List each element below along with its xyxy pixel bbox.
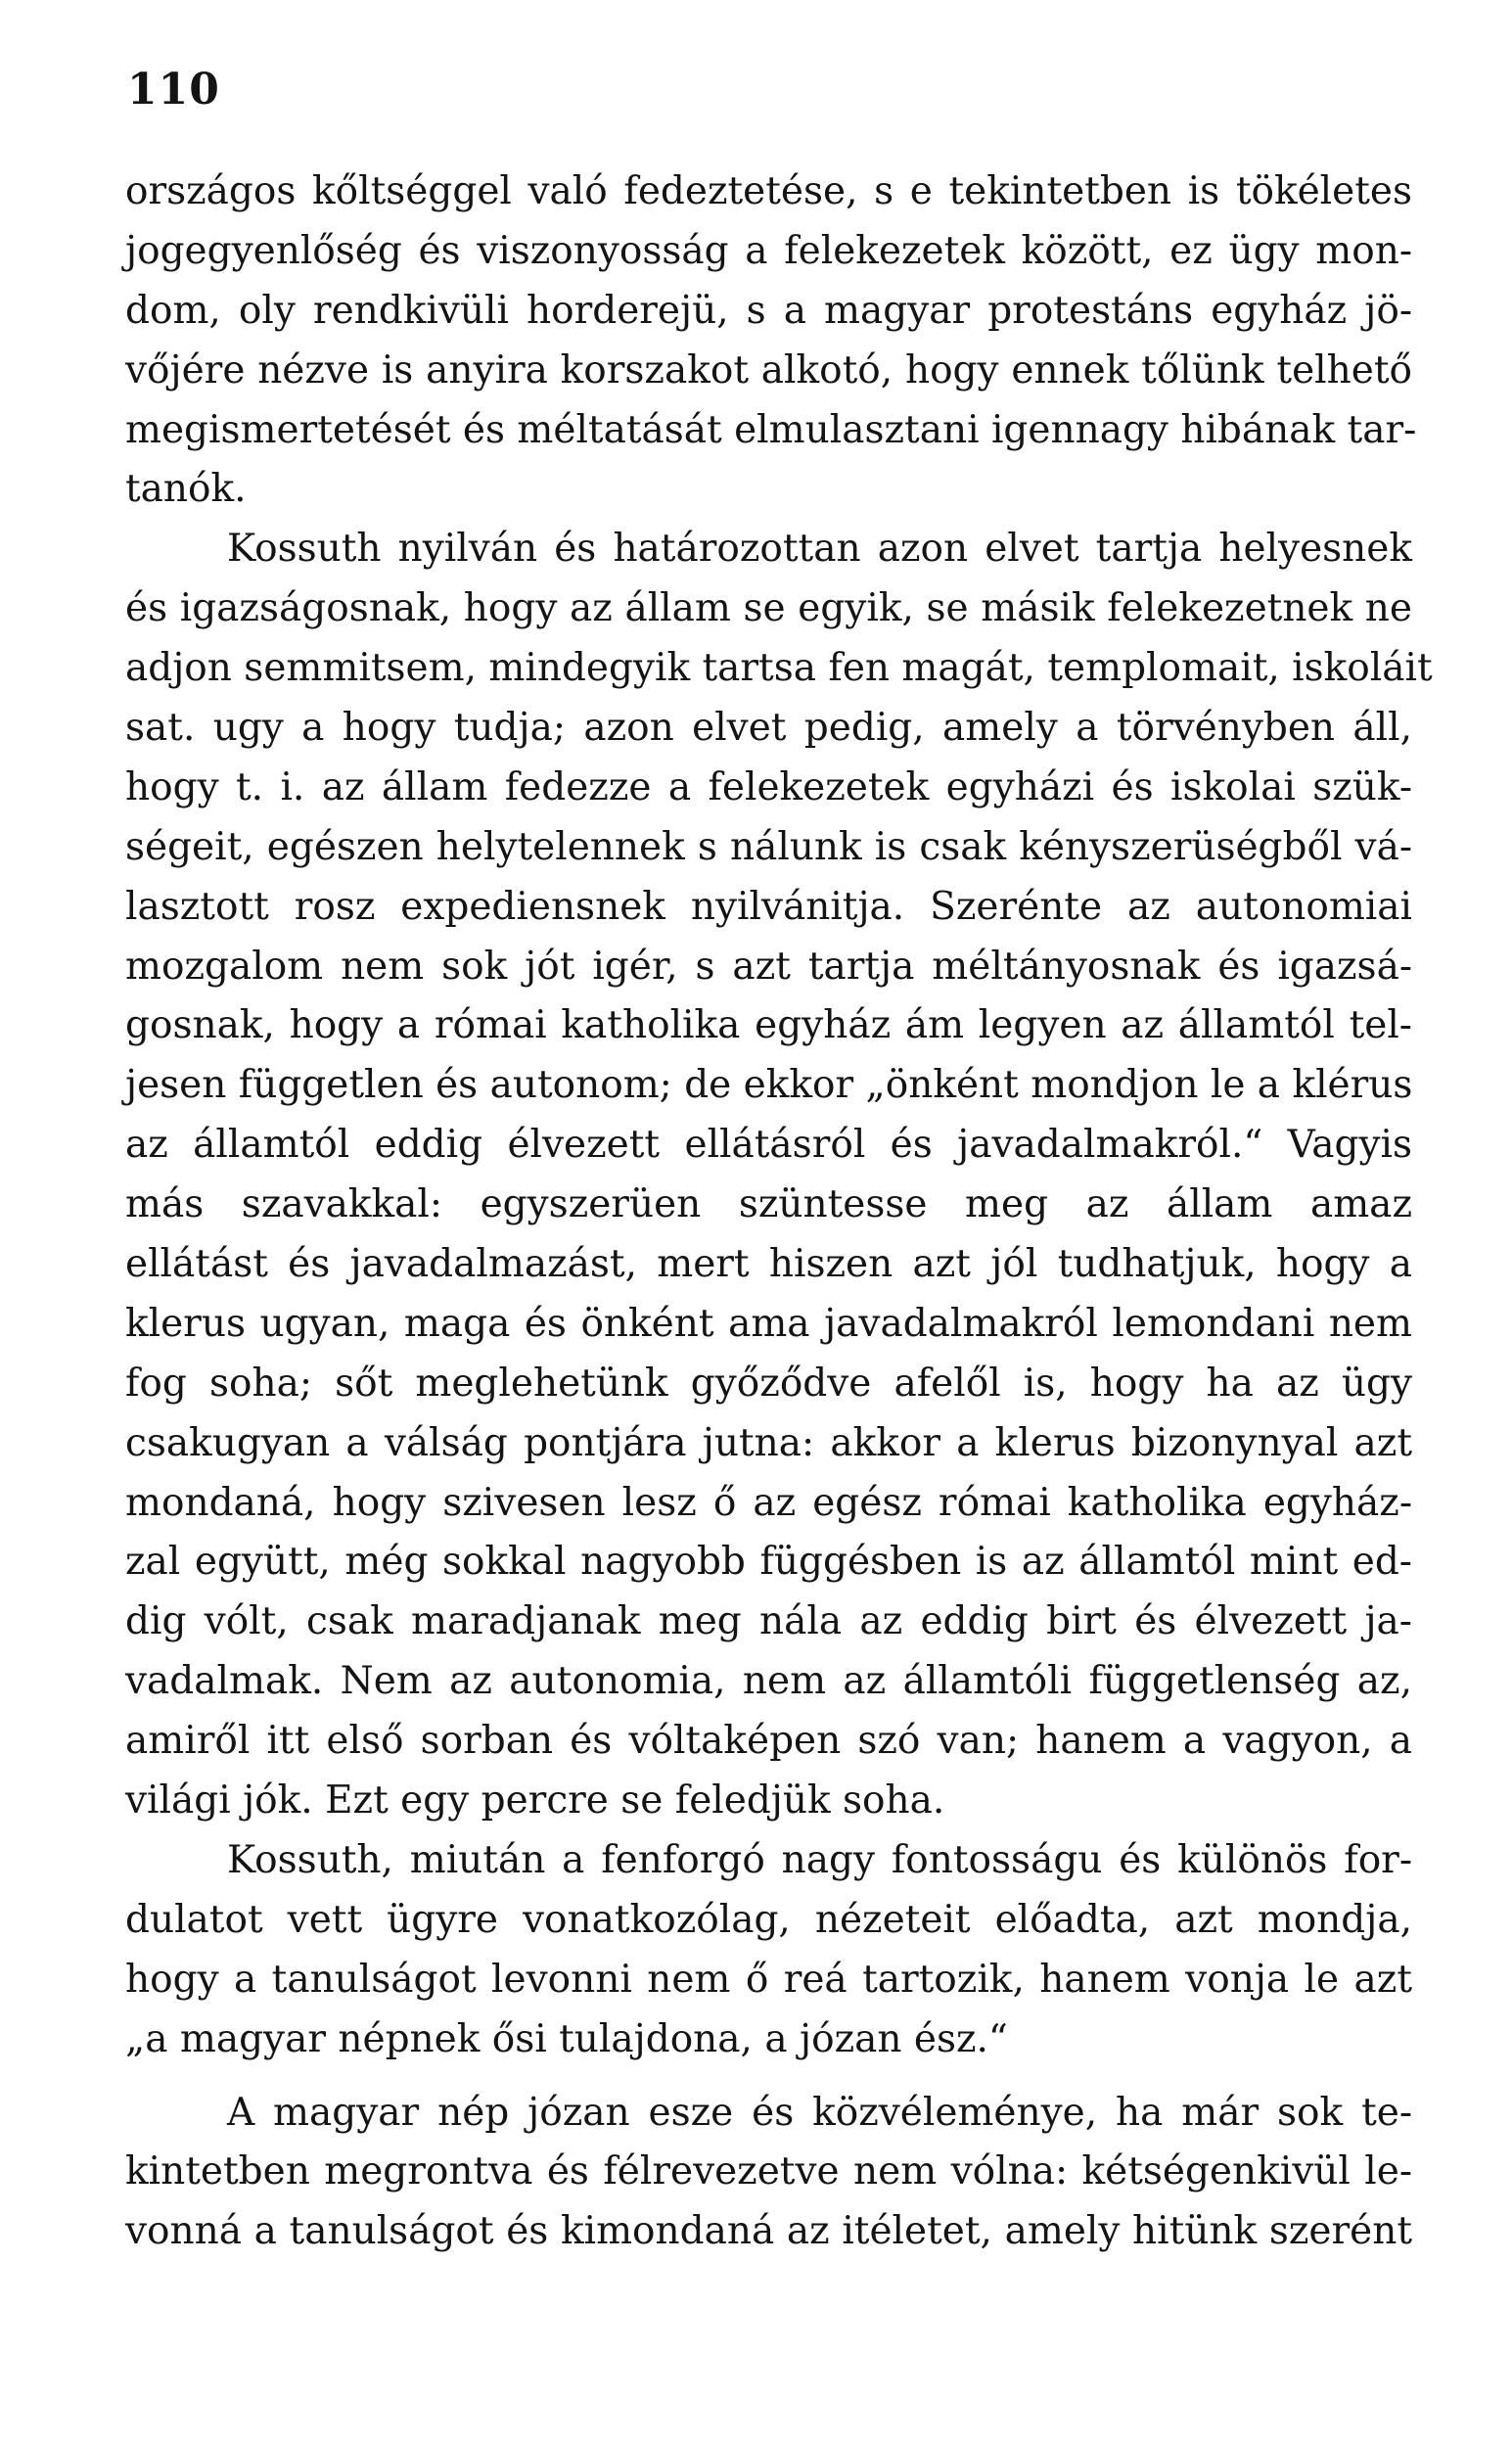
- text-line: csakugyan a válság pontjára jutna: akkor a klerus bizonynyal azt: [125, 1420, 1412, 1465]
- text-line: vőjére nézve is anyira korszakot alkotó, hogy ennek tőlünk telhető: [125, 347, 1412, 392]
- body-text: [125, 162, 1433, 2262]
- paragraph-start-line: Kossuth nyilván és határozottan azon elvet tartja helyesnek: [227, 527, 1412, 572]
- text-line: ellátást és javadalmazást, mert hiszen azt jól tudhatjuk, hogy a: [125, 1242, 1412, 1287]
- text-line: más szavakkal: egyszerüen szüntesse meg az állam amaz: [125, 1182, 1412, 1227]
- text-line: adjon semmitsem, mindegyik tartsa fen magát, templomait, iskoláit: [125, 646, 1433, 691]
- text-line: országos kőltséggel való fedeztetése, s e tekintetben is tökéletes: [125, 169, 1412, 213]
- text-line: „a magyar népnek ősi tulajdona, a józan ész.“: [125, 2016, 1008, 2061]
- text-line: ségeit, egészen helytelennek s nálunk is csak kényszerüségből vá-: [125, 824, 1412, 869]
- paragraph-start-line: A magyar nép józan esze és közvéleménye, ha már sok te-: [227, 2090, 1412, 2135]
- text-line: dom, oly rendkivüli horderejü, s a magyar protestáns egyház jö-: [125, 288, 1412, 333]
- text-line: lasztott rosz expediensnek nyilvánitja. Szerénte az autonomiai: [125, 884, 1412, 929]
- text-line: jogegyenlőség és viszonyosság a felekezetek között, ez ügy mon-: [125, 228, 1412, 273]
- text-line: amiről itt első sorban és vóltaképen szó van; hanem a vagyon, a: [125, 1719, 1412, 1764]
- text-line: sat. ugy a hogy tudja; azon elvet pedig, amely a törvényben áll,: [125, 706, 1412, 751]
- text-line: az államtól eddig élvezett ellátásról és javadalmakról.“ Vagyis: [125, 1123, 1412, 1168]
- text-line: hogy t. i. az állam fedezze a felekezetek egyházi és iskolai szük-: [125, 764, 1412, 809]
- text-line: zal együtt, még sokkal nagyobb függésben is az államtól mint ed-: [125, 1540, 1412, 1585]
- text-line: jesen független és autonom; de ekkor „önként mondjon le a klérus: [125, 1063, 1413, 1108]
- text-line: klerus ugyan, maga és önként ama javadalmakról lemondani nem: [125, 1301, 1412, 1346]
- text-line: világi jók. Ezt egy percre se feledjük soha.: [125, 1778, 945, 1824]
- text-line: mondaná, hogy szivesen lesz ő az egész római katholika egyház-: [125, 1480, 1412, 1525]
- page-number: 110: [127, 65, 220, 115]
- paragraph-start-line: Kossuth, miután a fenforgó nagy fontosságu és különös for-: [227, 1837, 1412, 1882]
- text-line: dulatot vett ügyre vonatkozólag, nézeteit előadta, azt mondja,: [125, 1897, 1412, 1942]
- text-line: mozgalom nem sok jót igér, s azt tartja méltányosnak és igazsá-: [125, 944, 1412, 989]
- text-line: vonná a tanulságot és kimondaná az itéletet, amely hitünk szerént: [125, 2209, 1412, 2254]
- text-line: hogy a tanulságot levonni nem ő reá tartozik, hanem vonja le azt: [125, 1957, 1412, 2002]
- text-line: fog soha; sőt meglehetünk győződve afelől is, hogy ha az ügy: [125, 1361, 1412, 1406]
- text-line: dig vólt, csak maradjanak meg nála az eddig birt és élvezett ja-: [125, 1599, 1412, 1644]
- text-line: kintetben megrontva és félrevezetve nem vólna: kétségenkivül le-: [125, 2149, 1412, 2194]
- text-line: vadalmak. Nem az autonomia, nem az államtóli függetlenség az,: [125, 1659, 1412, 1704]
- text-line: és igazságosnak, hogy az állam se egyik, se másik felekezetnek ne: [125, 586, 1412, 631]
- text-line: megismertetését és méltatását elmulasztani igennagy hibának tar-: [125, 407, 1417, 452]
- text-line: gosnak, hogy a római katholika egyház ám legyen az államtól tel-: [125, 1003, 1412, 1048]
- text-line: tanók.: [125, 467, 247, 512]
